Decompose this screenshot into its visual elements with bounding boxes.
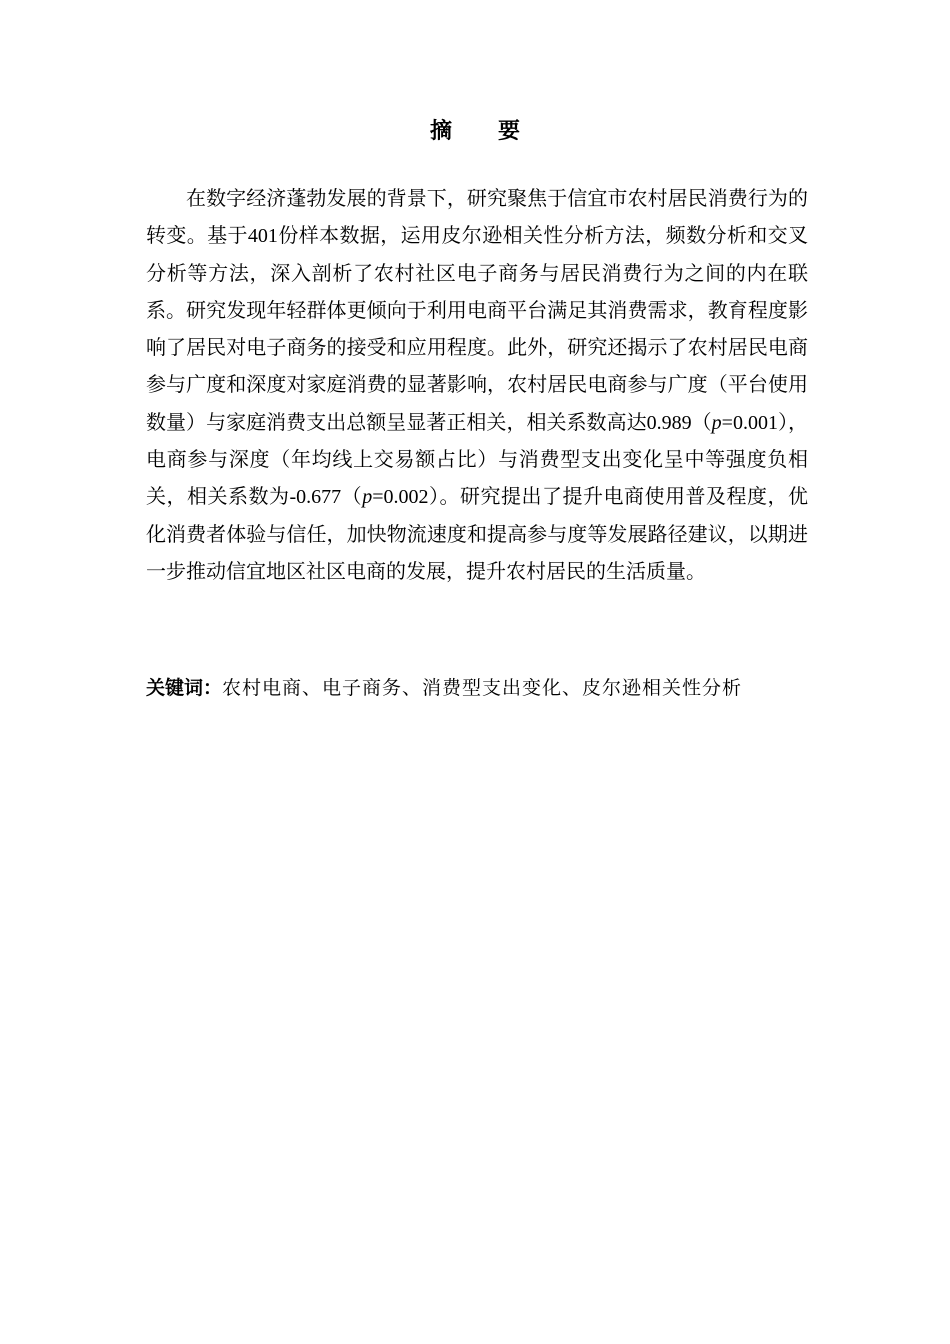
title-char-first: 摘 (429, 119, 452, 144)
abstract-paragraph (146, 181, 808, 591)
p-value-symbol-1: p (711, 411, 722, 434)
keywords-line (146, 672, 826, 705)
title-char-second: 要 (498, 119, 521, 144)
abstract-text-part-3: =0.002）。研究提出了提升电商使用普及程度，优化消费者体验与信任，加快物流速度和提高参与度等发展路径建议，以期进一步推动信宜地区社区电商的发展，提升农村居民的生活质量。 (146, 486, 808, 583)
page-title (0, 116, 950, 148)
keywords-list: 农村电商、电子商务、消费型支出变化、皮尔逊相关性分析 (222, 677, 743, 699)
abstract-text-part-2: =0.001），电商参与深度（年均线上交易额占比）与消费型支出变化呈中等强度负相关，相关系数为-0.677（ (146, 411, 809, 509)
p-value-symbol-2: p (362, 486, 373, 509)
keywords-label: 关键词： (146, 677, 223, 699)
abstract-text-part-1: 在数字经济蓬勃发展的背景下，研究聚焦于信宜市农村居民消费行为的转变。基于401份样本数据，运用皮尔逊相关性分析方法，频数分析和交叉分析等方法，深入剖析了农村社区电子商务与居民消费行为之间的内在联系。研究发现年轻群体更倾向于利用电商平台满足其消费需求，教育程度影响了居民对电子商务的接受和应用程度。此外，研究还揭示了农村居民电商参与广度和深度对家庭消费的显著影响，农村居民电商参与广度（平台使用数量）与家庭消费支出总额呈显著正相关，相关系数高达0.989（ (146, 188, 808, 434)
